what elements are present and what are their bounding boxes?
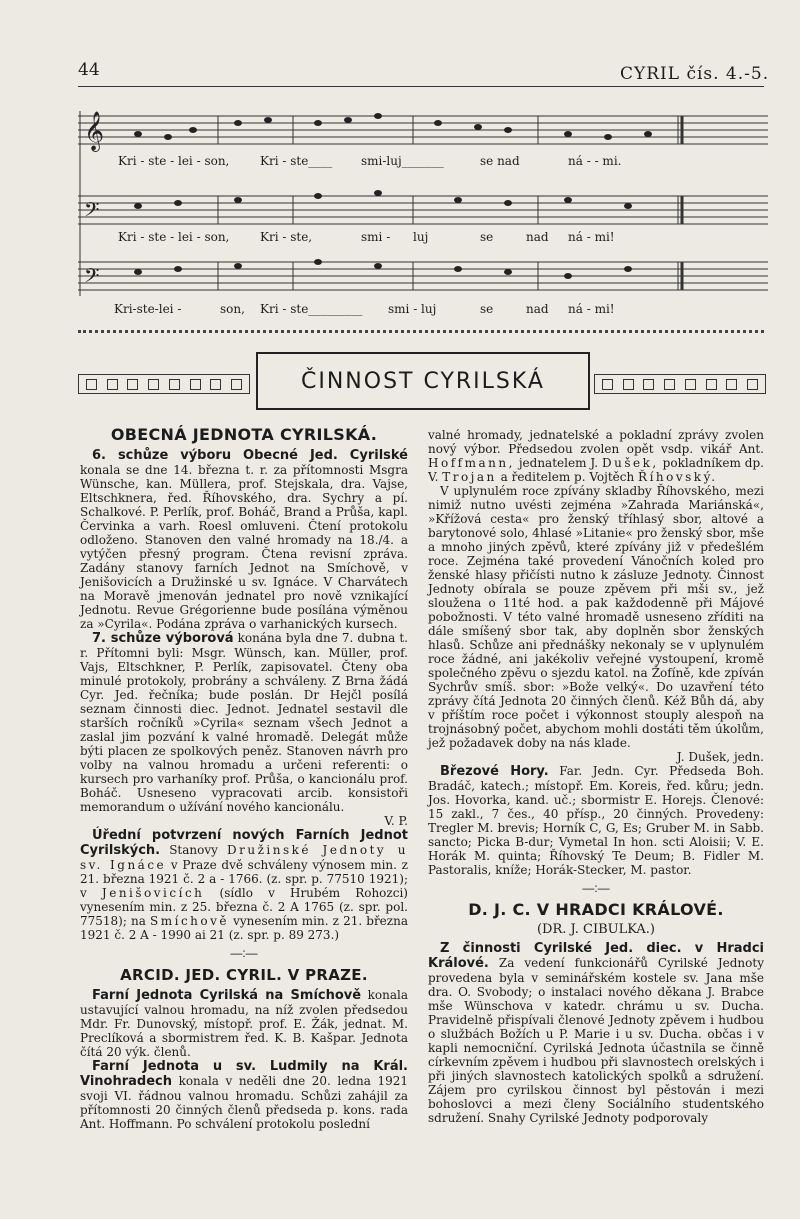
section-heading: ARCID. JED. CYRIL. V PRAZE. [120,966,368,984]
paragraph: 7. schůze výborová konána byla dne 7. dubna t. r. Přítomni byli: Msgr. Wünsch, kan. Müller, prof. Vajs, Eltschkner, P. Perlík, zapisovatel. Čteny oba minulé protokoly, probrány a schváleny. Z Brna žádá Cyr. Jed. řečníka; bude poslán. Dr Hejčl posílá seznam činnosti diec. Jednot. Jednatel sestavil dle starších ročníků »Cyrila« seznam všech Jednot a zaslal jim pozvání k valné hromadě. Delegát může býti placen ze spolkových peněz. Stanoven návrh pro volby na valnou hromadu a určeni referenti: o kursech pro varhaníky prof. Průša, o kancionálu prof. Boháč. Usneseno vypracovati arcib. konsistoři memorandum o užívání nového kancionálu. [80,631,408,814]
lyric: Kri - ste____ [260,154,333,168]
lyric: smi - [361,230,391,244]
lyric: se [480,302,494,316]
lyric: smi-luj_______ [361,154,444,168]
dotted-rule [78,330,764,333]
header-rule [78,86,764,87]
banner-frame [256,352,590,410]
lyric: se nad [480,154,520,168]
section-heading: OBECNÁ JEDNOTA CYRILSKÁ. [110,425,378,444]
page-number: 44 [78,60,100,80]
lyric: Kri - ste - lei - son, [118,154,230,168]
lyric: smi - luj [388,302,437,316]
svg-text:𝄢: 𝄢 [84,264,100,292]
banner-title: ČINNOST CYRILSKÁ [301,368,545,394]
paragraph: Farní Jednota u sv. Ludmily na Král. Vinohradech konala v neděli dne 20. ledna 1921 svoji VI. řádnou valnou hromadu. Schůzi zahájil za přítomnosti 20 činných členů předseda p. kons. rada Ant. Hoffmann. Po schválení protokolu poslední [80,1059,408,1131]
lyric: ná - mi! [568,230,615,244]
left-column [80,425,408,1131]
running-header: CYRIL čís. 4.-5. [620,64,770,84]
lyric: son, [220,302,245,316]
paragraph: valné hromady, jednatelské a pokladní zprávy zvolen nový výbor. Předsedou zvolen opět vsdp. vikář Ant. Hoffmann, jednatelem J. Dušek, pokladníkem dp. V. Trojan a ředitelem p. Vojtěch Říhovský. [428,428,764,484]
music-score [78,96,768,341]
svg-text:𝄢: 𝄢 [84,198,100,226]
ornament-strip-right [594,374,766,394]
separator: —:— [230,946,258,960]
svg-text:𝄞: 𝄞 [84,111,105,151]
signature: J. Dušek, jedn. [676,750,764,764]
paragraph: Z činnosti Cyrilské Jed. diec. v Hradci Králové. Za vedení funkcionářů Cyrilské Jednoty provedena byla v seminářském kostele sv. Jana mše dra. O. Svobody; o instalaci nového děkana J. Brabce mše Wünschova v katedr. chrámu u sv. Ducha. Pravidelně přispívali členové Jednoty zpěvem i hudbou o službách Božích u P. Marie i u sv. Ducha. občas i v kapli nemocniční. Cyrilská Jednota účastnila se činně církevním zpěvem i hudbou při slavnostech orelských i při jiných slavnostech katolických spolků a sdružení. Zájem pro cyrilskou činnost byl pěstován i mezi bohoslovci a mezi členy Sociálního studentského sdružení. Snahy Cyrilské Jednoty podporovaly [428,941,764,1125]
lyric: Kri-ste-lei - [114,302,182,316]
lyric: se [480,230,494,244]
signature: V. P. [384,814,408,828]
section-banner [78,352,766,412]
paragraph: V uplynulém roce zpívány skladby Říhovského, mezi nimiž nutno uvésti zejména »Zahrada Mariánská«, »Křížová cesta« pro ženský tříhlasý sbor, altové a barytonové solo, 4hlasé »Litanie« pro ženský sbor, mše a mnoho jiných zpěvů, které zpívány již v předešlém roce. Zejména také provedení Vánočních koled pro ženské hlasy přičísti nutno k zásluze Jednoty. Činnost Jednoty obírala se pouze zpěvem při mši sv., jež sloužena o 11té hod. a pak každodenně při Májové pobožnosti. V této valné hromadě usneseno zříditi na dále smíšený sbor tak, aby doplněn sbor ženských hlasů. Schůze ani přednášky nekonaly se v uplynulém roce žádné, ani jakékoliv veřejné vystoupení, kromě společného zpěvu o sjezdu katol. na Žofíně, kde zpíván Sychrův smíš. sbor: »Bože velký«. Do uzavření této zprávy čítá Jednota 20 činných členů. Kéž Bůh dá, aby v příštím roce počet i výkonnost stouply alespoň na trojnásobný počet, abychom mohli dostáti těm úkolům, jež požadavek doby na nás klade. [428,484,764,750]
lyric: Kri - ste_________ [260,302,363,316]
lyric: Kri - ste - lei - son, [118,230,230,244]
lyric: nad [526,230,549,244]
lyric: ná - - mi. [568,154,622,168]
section-heading: D. J. C. V HRADCI KRÁLOVÉ. [468,900,724,919]
paragraph: Úřední potvrzení nových Farních Jednot Cyrilských. Stanovy Družinské Jednoty u sv. Ignáce v Praze dvě schváleny výnosem min. z 21. března 1921 č. 2 a - 1766. (z. spr. p. 77510 1921); v Jenišovicích (sídlo v Hrubém Rohozci) vynesením min. z 25. března č. 2 A 1765 (z. spr. pol. 77518); na Smíchově vynesením min. z 21. března 1921 č. 2 A - 1990 ai 21 (z. spr. p. 89 273.) [80,828,408,942]
lyric: nad [526,302,549,316]
separator: —:— [582,881,610,895]
right-column [428,428,764,1125]
lyric: Kri - ste, [260,230,313,244]
lyric: ná - mi! [568,302,615,316]
paragraph: Březové Hory. Far. Jedn. Cyr. Předseda Boh. Bradáč, katech.; místopř. Em. Koreis, řed. kůru; jedn. Jos. Hovorka, kand. uč.; sbormistr E. Horejs. Členové: 15 zakl., 7 čes., 40 přísp., 20 činných. Provedeny: Tregler M. brevis; Horník C, G, Es; Gruber M. in Sabb. sancto; Picka B-dur; Vymetal In hon. scti Aloisii; V. E. Horák M. quinta; Říhovský Te Deum; B. Fidler M. Pastoralis, kníže; Horák-Stecker, M. pastor. [428,764,764,877]
section-subheading: (DR. J. CIBULKA.) [536,922,655,937]
paragraph: 6. schůze výboru Obecné Jed. Cyrilské konala se dne 14. března t. r. za přítomnosti Msgra Wünsche, kan. Müllera, prof. Stejskala, dra. Vajse, Eltschknera, řed. Říhovského, dra. Sychry a pí. Schalkové. P. Perlík, prof. Boháč, Brand a Průša, kapl. Červinka a varh. Roesl omluveni. Čtení protokolu odloženo. Stanoven den valné hromady na 18./4. a vytýčen přesný program. Čtena revisní zpráva. Zadány stanovy farních Jednot na Smíchově, v Jenišovicích a Družinské u sv. Ignáce. V Charvátech na Moravě jmenován jednatel pro nově vznikající Jednotu. Revue Grégorienne bude posílána výměnou za »Cyrila«. Podána zpráva o varhanických kursech. [80,448,408,631]
ornament-strip-left [78,374,250,394]
paragraph: Farní Jednota Cyrilská na Smíchově konala ustavující valnou hromadu, na níž zvolen předsedou Mdr. Fr. Dunovský, místopř. prof. E. Žák, jednat. M. Preclíková a sbormistrem řed. K. B. Kašpar. Jednota čítá 20 výk. členů. [80,988,408,1059]
lyric: luj [413,230,429,244]
staff-lines [78,96,768,331]
